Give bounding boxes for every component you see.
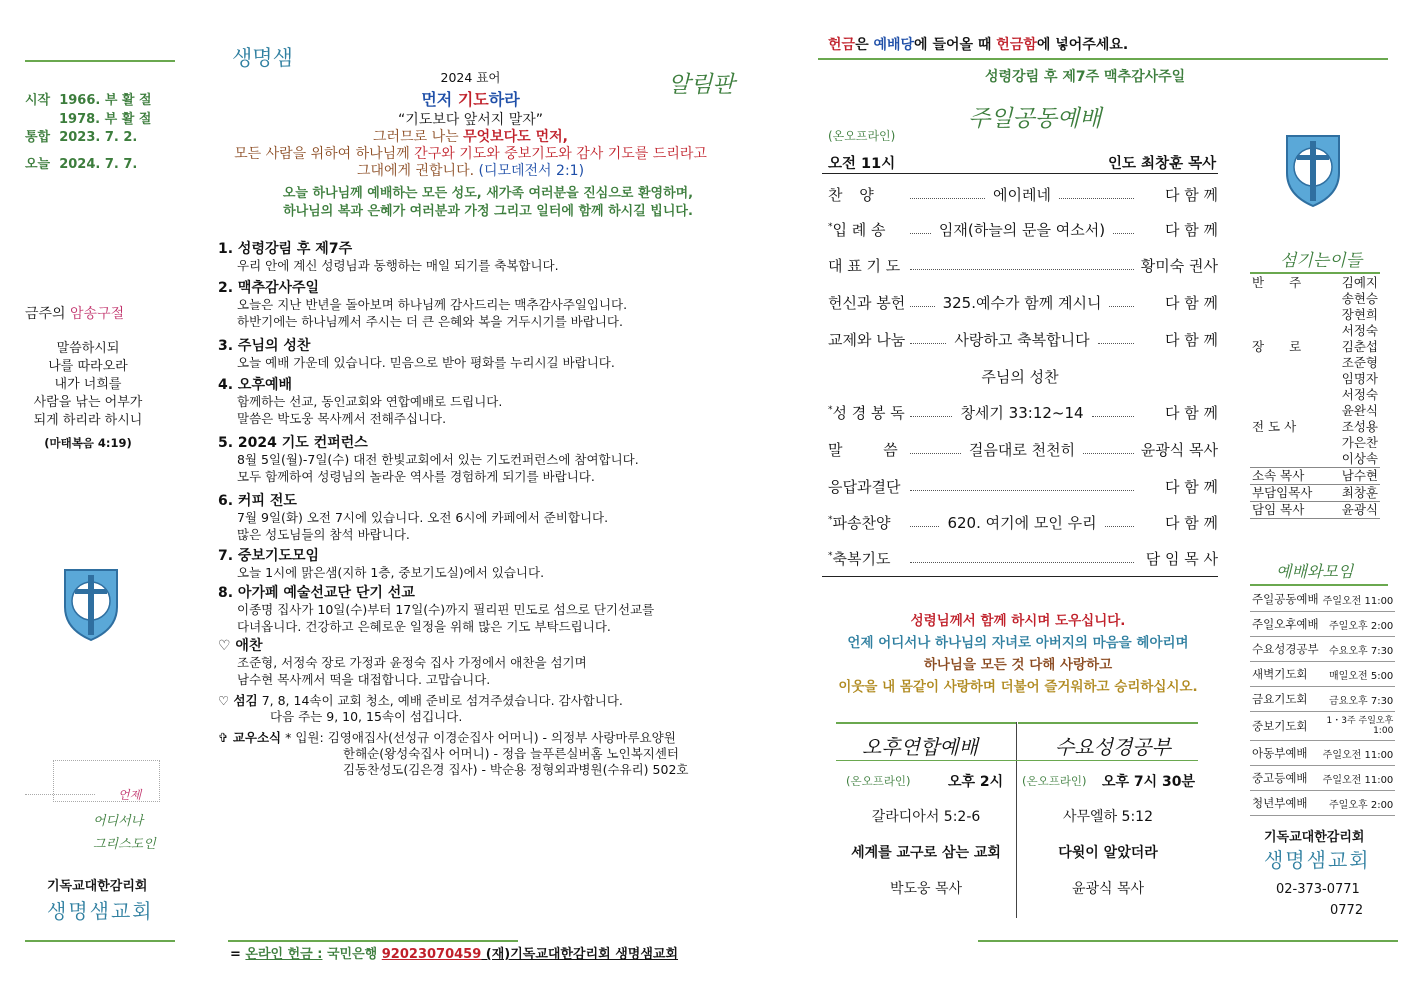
phone-1: 02-373-0771 <box>1276 882 1360 897</box>
service-time: 오전 11시 <box>828 156 896 172</box>
order-item: *입 례 송 임재(하늘의 문을 여소서) 다 함 께 <box>828 220 1218 239</box>
order-item: 교제와 나눔 사랑하고 축복합니다 다 함 께 <box>828 330 1218 349</box>
announcement-2: 2. 맥추감사주일 오늘은 지난 반년을 돌아보며 하나님께 감사드리는 맥추감사주일입니다. 하반기에는 하나님께서 주시는 더 큰 은혜와 복을 거두시기를 바랍니다. <box>218 280 628 329</box>
slogan-line <box>25 794 95 795</box>
blessing: 성령님께서 함께 하시며 도우십니다. 언제 어디서나 하나님의 자녀로 아버지의 마음을 헤아리며 하나님을 모든 것 다해 사랑하고 이웃을 내 몸같이 사랑하며 더불어 즐거워하고 승리하십시오. <box>838 613 1198 695</box>
history-value: 1978. 부 활 절 <box>59 111 152 127</box>
church-logo <box>1284 133 1342 212</box>
order-item: 찬 양 에이레네 다 함 께 <box>828 185 1218 204</box>
services-rule <box>836 760 1198 761</box>
service-rule-bottom <box>822 576 1218 577</box>
service-rule <box>822 173 1218 174</box>
page-title: 생명샘 <box>232 46 293 70</box>
wednesday-title: 수요성경공부 <box>1055 735 1171 759</box>
service-leader: 인도 최창훈 목사 <box>1108 156 1217 172</box>
denomination-left: 기독교대한감리회 <box>47 879 148 894</box>
wednesday-sermon: 다윗이 알았더라 <box>1058 845 1158 861</box>
top-rule-left <box>25 60 175 62</box>
announcement-4: 4. 오후예배 함께하는 선교, 동인교회와 연합예배로 드립니다. 말씀은 박도웅 목사께서 전해주십니다. <box>218 377 503 426</box>
memory-verse: 말씀하시되 나를 따라오라 내가 너희를 사람을 낚는 어부가 되게 하리라 하시니 (마태복음 4:19) <box>33 341 143 450</box>
staff-title: 섬기는이들 <box>1280 251 1363 271</box>
slogan-3: 그리스도인 <box>93 837 156 852</box>
history-value: 2023. 7. 2. <box>59 130 138 145</box>
history-block <box>25 92 152 174</box>
history-value: 2024. 7. 7. <box>59 156 138 172</box>
bottom-rule-center <box>228 940 518 942</box>
wednesday-text: 사무엘하 5:12 <box>1063 809 1153 825</box>
announcement-cleaning: ♡ 섬김 7, 8, 14속이 교회 청소, 예배 준비로 섬겨주셨습니다. 감사합니다. 다음 주는 9, 10, 15속이 섬깁니다. <box>218 693 623 724</box>
afternoon-sermon: 세계를 교구로 삼는 교회 <box>851 845 1001 861</box>
motto-year: 2024 표어 <box>440 70 501 85</box>
wednesday-preacher: 윤광식 목사 <box>1071 881 1145 897</box>
welcome: 오늘 하나님께 예배하는 모든 성도, 새가족 여러분을 진심으로 환영하며, 하나님의 복과 은혜가 여러분과 가정 그리고 일터에 함께 하시길 빕니다. <box>282 186 694 219</box>
services-divider <box>1016 722 1017 918</box>
history-label: 시작 <box>25 93 51 108</box>
afternoon-preacher: 박도웅 목사 <box>889 881 963 897</box>
motto-scripture: “기도보다 앞서지 말자” 그러므로 나는 무엇보다도 먼저, 모든 사람을 위하여 하나님께 간구와 기도와 중보기도와 감사 기도를 드리라고 그대에게 권합니다. (디모데전서 2:1) <box>234 112 707 179</box>
announcement-8: 8. 아가페 예술선교단 단기 선교 이종명 집사가 10일(수)부터 17일(수)까지 필리핀 민도로 섬으로 단기선교를 다녀옵니다. 건강하고 은혜로운 일정을 위해 많은 기도 부탁드립니다. <box>218 585 655 634</box>
schedule-title: 예배와모임 <box>1276 562 1354 581</box>
order-item: *축복기도 담 임 목 사 <box>828 549 1218 568</box>
order-item: *파송찬양 620. 여기에 모인 우리 다 함 께 <box>828 513 1219 532</box>
announcement-1: 1. 성령강림 후 제7주 우리 안에 계신 성령님과 동행하는 매일 되기를 축복합니다. <box>218 241 559 273</box>
history-label: 통합 <box>25 130 51 145</box>
church-name-left: 생명샘교회 <box>47 899 154 923</box>
offering-notice: 헌금은 예배당에 들어올 때 헌금함에 넣어주세요. <box>828 37 1129 53</box>
order-item: 대 표 기 도 황미숙 권사 <box>828 256 1218 275</box>
memory-verse-title: 금주의 암송구절 <box>25 306 125 322</box>
top-rule-right <box>818 58 1388 60</box>
week-title: 성령강림 후 제7주 맥추감사주일 <box>985 69 1186 85</box>
history-value: 1966. 부 활 절 <box>59 93 152 108</box>
bottom-rule-left <box>25 940 175 942</box>
history-label: 오늘 <box>25 156 51 172</box>
slogan-box <box>53 760 160 802</box>
phone-2: 0772 <box>1330 903 1364 918</box>
online-offering: = 온라인 헌금 : 국민은행 92023070459 (재)기독교대한감리회 생명샘교회 <box>230 947 679 962</box>
order-item: 헌신과 봉헌 325.예수가 함께 계시니 다 함 께 <box>828 293 1219 312</box>
denomination-right: 기독교대한감리회 <box>1264 830 1365 845</box>
afternoon-rule <box>836 722 1016 724</box>
wednesday-rule <box>1018 722 1198 724</box>
wednesday-mode: (온오프라인) <box>1022 774 1087 788</box>
service-mode: (온오프라인) <box>828 129 896 143</box>
announcement-3: 3. 주님의 성찬 오늘 예배 가운데 있습니다. 믿음으로 받아 평화를 누리시길 바랍니다. <box>218 338 615 370</box>
announcement-5: 5. 2024 기도 컨퍼런스 8월 5일(월)-7일(수) 대전 한빛교회에서 있는 기도컨퍼런스에 참여합니다. 모두 함께하여 성령님의 놀라운 역사를 경험하게 되기를 바랍니다. <box>218 435 639 484</box>
announcement-6: 6. 커피 전도 7월 9일(화) 오전 7시에 있습니다. 오전 6시에 카페에서 준비합니다. 많은 성도님들의 참석 바랍니다. <box>218 493 609 542</box>
service-title: 주일공동예배 <box>968 106 1102 132</box>
afternoon-mode: (온오프라인) <box>846 774 911 788</box>
motto: 먼저 기도하라 <box>421 90 520 109</box>
order-item: 응답과결단 다 함 께 <box>828 477 1218 496</box>
slogan-1: 언제 <box>118 788 142 802</box>
wednesday-time: 오후 7시 30분 <box>1102 774 1196 790</box>
church-news: ✞ 교우소식 * 입원: 김영애집사(선성규 이경순집사 어머니) - 의정부 사랑마루요양원 한해순(왕성숙집사 어머니) - 정읍 늘푸른실버홈 노인복지센터 김동찬성도(김은경 집사) - 박순용 정형외과병원(수유리) 502호 <box>218 730 689 777</box>
afternoon-text: 갈라디아서 5:2-6 <box>871 809 981 825</box>
staff-rule <box>1250 272 1380 274</box>
schedule-rule <box>1250 584 1388 586</box>
slogan-2: 어디서나 <box>93 814 144 829</box>
bottom-rule-right <box>978 940 1398 942</box>
announcement-love-feast: ♡ 애찬 조준형, 서정숙 장로 가정과 윤정숙 집사 가정에서 애찬을 섬기며 남수현 목사께서 떡을 대접합니다. 고맙습니다. <box>218 638 587 687</box>
afternoon-time: 오후 2시 <box>948 774 1004 790</box>
church-logo <box>62 567 120 646</box>
communion: 주님의 성찬 <box>981 368 1059 386</box>
afternoon-title: 오후연합예배 <box>862 735 978 759</box>
schedule-table: 주일공동예배 주일오전 11:00 주일오후예배 주일오후 2:00 수요성경공부 수요오후 7:30 새벽기도회 매일오전 5:00 금요기도회 금요오후 7:30 중보기도회 1・3주 주일오후 1:00 아동부예배 주일오전 11:00 중고등예배 주일오전 11:00 청년부예배 주일오후 2:00 <box>1250 587 1395 816</box>
order-item: *성 경 봉 독 창세기 33:12~14 다 함 께 <box>828 403 1218 422</box>
announcement-7: 7. 중보기도모임 오늘 1시에 맑은샘(지하 1층, 중보기도실)에서 있습니다. <box>218 548 545 580</box>
staff-table: 반 주 김예지 송현승 장현희 서정숙 장 로 김춘섭 조준형 임명자 서정숙 윤완식 전 도 사 조성용 가은찬 이상속 소속 목사 남수현 부담임목사 최창훈 담임 목사 윤광식 <box>1252 275 1378 517</box>
bulletin-label: 알림판 <box>668 72 735 98</box>
church-name-right: 생명샘교회 <box>1264 848 1371 872</box>
order-item: 말 씀 걸음대로 천천히 윤광식 목사 <box>828 440 1219 459</box>
